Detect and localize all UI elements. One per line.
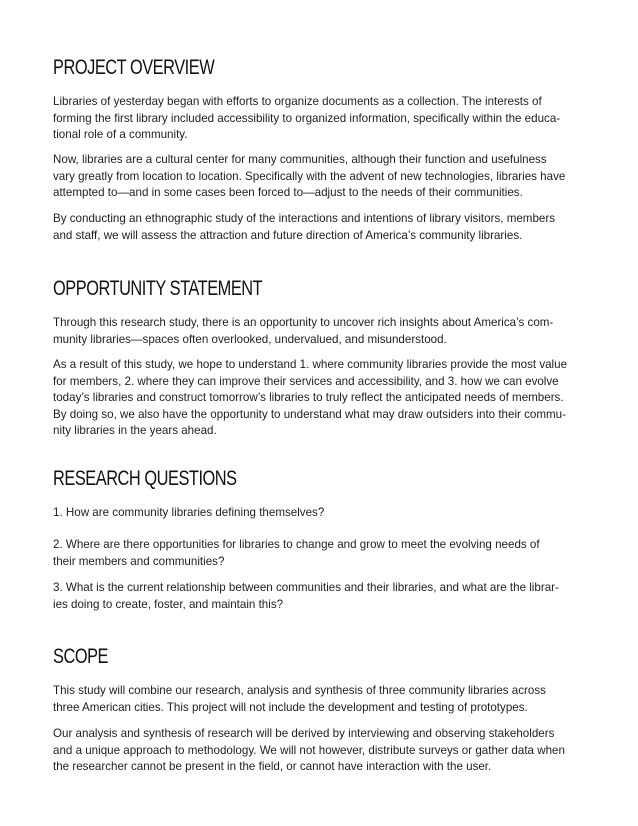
paragraph [53,211,555,244]
text-line: This study will combine our research, analysis and synthesis of three community libraries across [53,684,546,697]
text-line: the researcher cannot be present in the field, or cannot have interaction with the user. [53,760,492,773]
paragraph [53,726,565,776]
text-line: 2. Where are there opportunities for libraries to change and grow to meet the evolving needs of [53,538,540,551]
text-line: munity libraries—spaces often overlooked, undervalued, and misunderstood. [53,332,447,346]
text-line: Our analysis and synthesis of research will be derived by interviewing and observing stakeholders [53,727,555,740]
text-line: three American cities. This project will not include the development and testing of prototypes. [53,700,528,714]
text-line: Through this research study, there is an opportunity to uncover rich insights about America’s com- [53,316,554,329]
text-line: 1. How are community libraries defining themselves? [53,506,325,519]
paragraph [53,315,553,348]
section-heading: RESEARCH QUESTIONS [53,467,237,490]
paragraph [53,683,546,716]
text-line: today’s libraries and construct tomorrow’s libraries to truly reflect the anticipated needs of members. [53,391,564,404]
list-item [53,537,540,570]
text-line: forming the first library included accessibility to organized information, specifically within the educa- [53,111,561,125]
section-research-questions [53,467,559,611]
text-line: and a unique approach to methodology. We will not however, distribute surveys or gather data when [53,743,565,757]
text-line: tional role of a community. [53,128,188,141]
text-line: 3. What is the current relationship between communities and their libraries, and what are the librar- [53,581,559,594]
section-heading: OPPORTUNITY STATEMENT [53,277,263,300]
text-line: and staff, we will assess the attraction and future direction of America’s community libraries. [53,228,523,242]
section-project-overview [53,56,566,242]
text-line: Now, libraries are a cultural center for many communities, although their function and usefulness [53,153,547,166]
paragraph [53,94,560,144]
section-scope [53,645,565,773]
section-heading: SCOPE [53,645,109,668]
text-line: As a result of this study, we hope to understand 1. where community libraries provide the most value [53,358,568,371]
section-heading: PROJECT OVERVIEW [53,56,215,79]
text-line: nity libraries in the years ahead. [53,424,217,437]
paragraph [53,152,565,202]
text-line: vary greatly from location to location. Specifically with the advent of new technologies, libraries have [53,169,566,183]
text-line: attempted to—and in some cases been forced to—adjust to the needs of their communities. [53,186,523,199]
text-line: By conducting an ethnographic study of the interactions and intentions of library visitors, members [53,212,556,225]
text-line: their members and communities? [53,554,225,568]
list-item [53,580,559,613]
paragraph [53,357,567,440]
text-line: Libraries of yesterday began with efforts to organize documents as a collection. The interests of [53,95,542,108]
text-line: ies doing to create, foster, and maintain this? [53,597,284,611]
text-line: for members, 2. where they can improve their services and accessibility, and 3. how we can evolve [53,374,559,388]
list-item [53,505,324,522]
text-line: By doing so, we also have the opportunity to understand what may draw outsiders into their commu- [53,407,566,421]
section-opportunity-statement [53,277,568,437]
